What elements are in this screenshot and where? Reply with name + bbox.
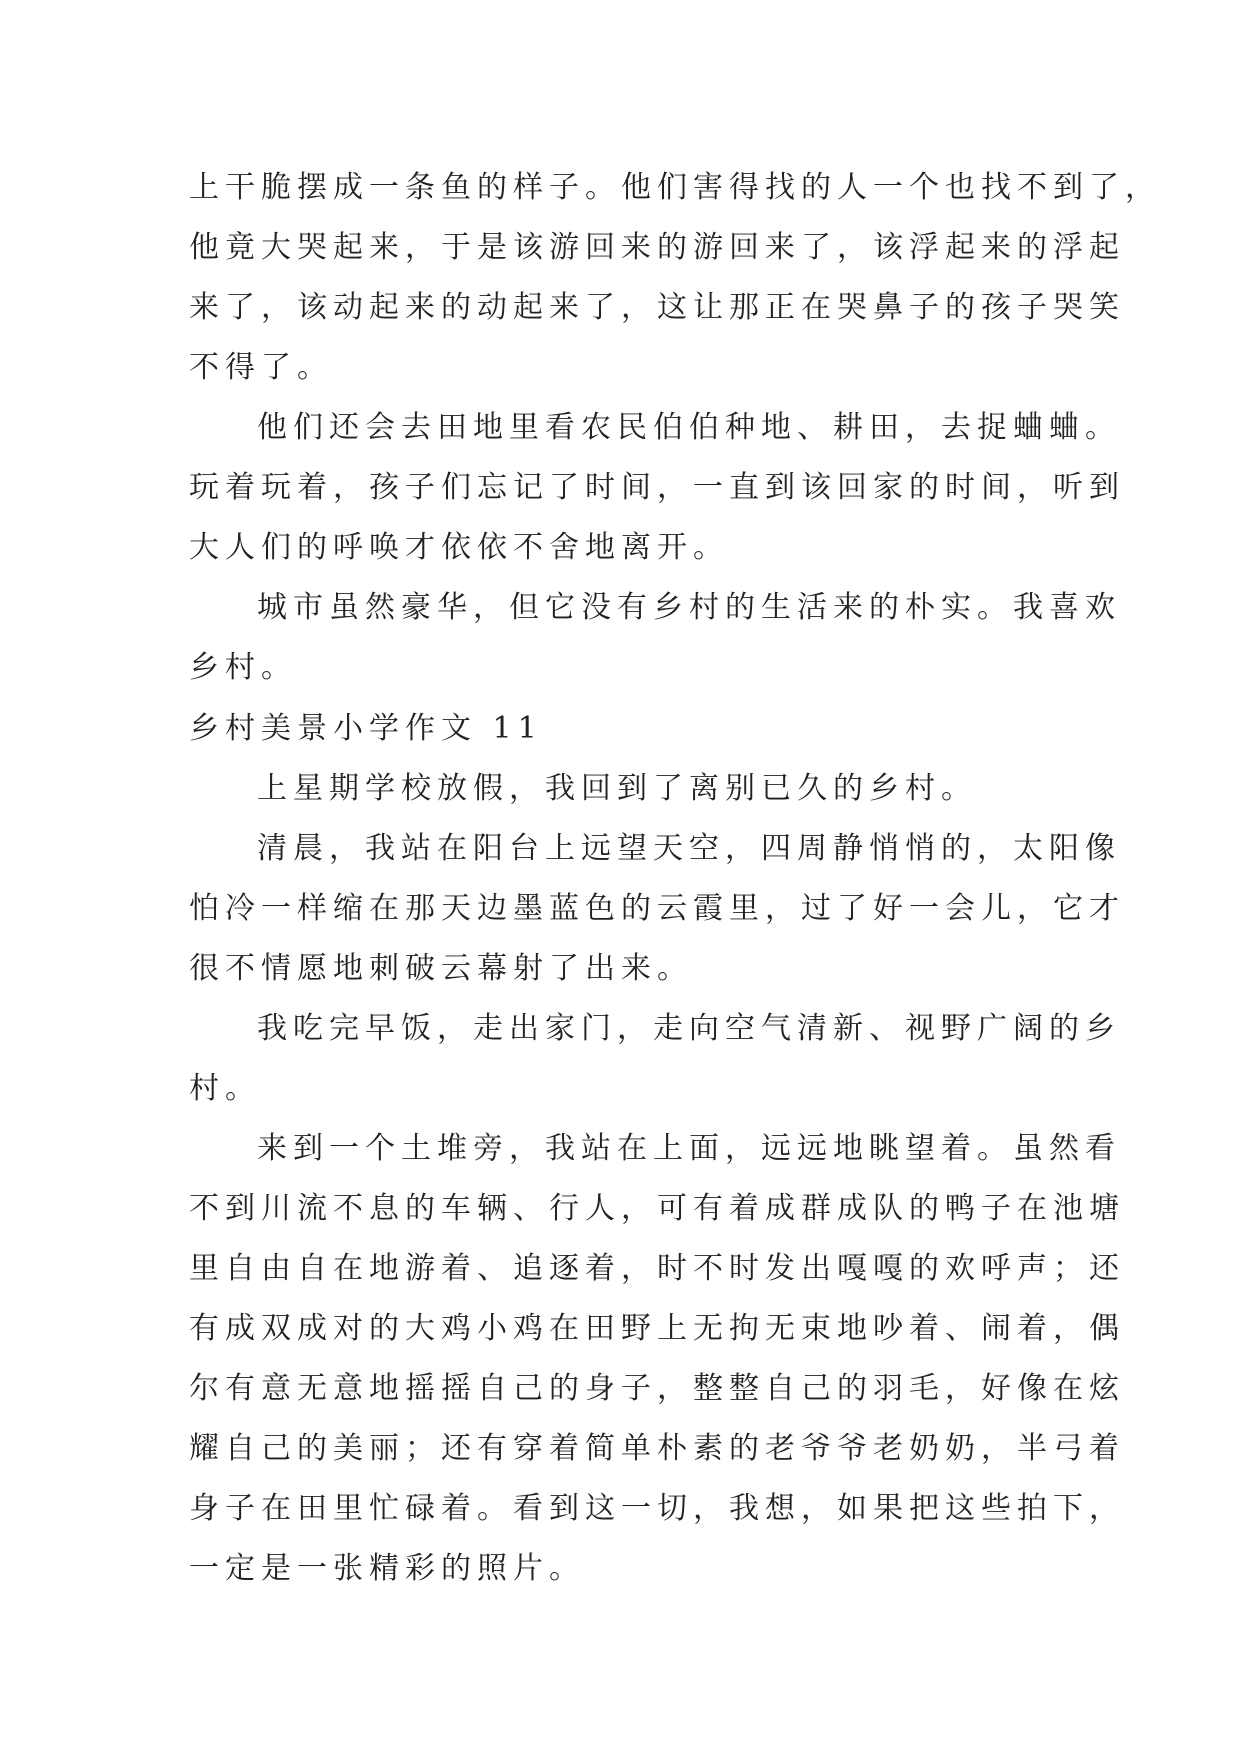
document-body: [189, 158, 1161, 1599]
text-line: 他竟大哭起来，于是该游回来的游回来了，该浮起来的浮起: [189, 230, 1125, 265]
text-line: 里自由自在地游着、追逐着，时不时发出嘎嘎的欢呼声；还: [189, 1251, 1125, 1286]
text-line: 很不情愿地刺破云幕射了出来。: [189, 951, 693, 986]
text-line: 有成双成对的大鸡小鸡在田野上无拘无束地吵着、闹着，偶: [189, 1311, 1125, 1346]
text-line: 上干脆摆成一条鱼的样子。他们害得找的人一个也找不到了，: [189, 170, 1161, 205]
paragraph: [189, 1119, 1125, 1599]
text-line: 耀自己的美丽；还有穿着简单朴素的老爷爷老奶奶，半弓着: [189, 1431, 1125, 1466]
text-line: 尔有意无意地摇摇自己的身子，整整自己的羽毛，好像在炫: [189, 1371, 1125, 1406]
paragraph: [189, 398, 1125, 578]
paragraph: [189, 999, 1121, 1119]
paragraph: [189, 819, 1125, 999]
text-line: 城市虽然豪华，但它没有乡村的生活来的朴实。我喜欢: [257, 590, 1121, 625]
paragraph: [189, 759, 1069, 819]
text-line: 乡村。: [189, 650, 297, 685]
text-line: 清晨，我站在阳台上远望天空，四周静悄悄的，太阳像: [257, 831, 1121, 866]
text-line: 我吃完早饭，走出家门，走向空气清新、视野广阔的乡: [257, 1011, 1121, 1046]
text-line: 不得了。: [189, 350, 333, 385]
text-line: 村。: [189, 1071, 261, 1106]
text-line: 一定是一张精彩的照片。: [189, 1551, 585, 1586]
text-line: 不到川流不息的车辆、行人，可有着成群成队的鸭子在池塘: [189, 1191, 1125, 1226]
text-line: 来到一个土堆旁，我站在上面，远远地眺望着。虽然看: [257, 1131, 1121, 1166]
text-line: 大人们的呼唤才依依不舍地离开。: [189, 530, 729, 565]
text-line: 怕冷一样缩在那天边墨蓝色的云霞里，过了好一会儿，它才: [189, 891, 1125, 926]
text-line: 玩着玩着，孩子们忘记了时间，一直到该回家的时间，听到: [189, 470, 1125, 505]
text-line: 他们还会去田地里看农民伯伯种地、耕田，去捉蛐蛐。: [257, 410, 1121, 445]
text-line: 上星期学校放假，我回到了离别已久的乡村。: [257, 771, 977, 806]
paragraph: [189, 578, 1121, 698]
text-line: 来了，该动起来的动起来了，这让那正在哭鼻子的孩子哭笑: [189, 290, 1125, 325]
paragraph: [189, 158, 1161, 398]
text-line: 身子在田里忙碌着。看到这一切，我想，如果把这些拍下，: [189, 1491, 1125, 1526]
section-heading: 乡村美景小学作文 11: [189, 711, 543, 746]
